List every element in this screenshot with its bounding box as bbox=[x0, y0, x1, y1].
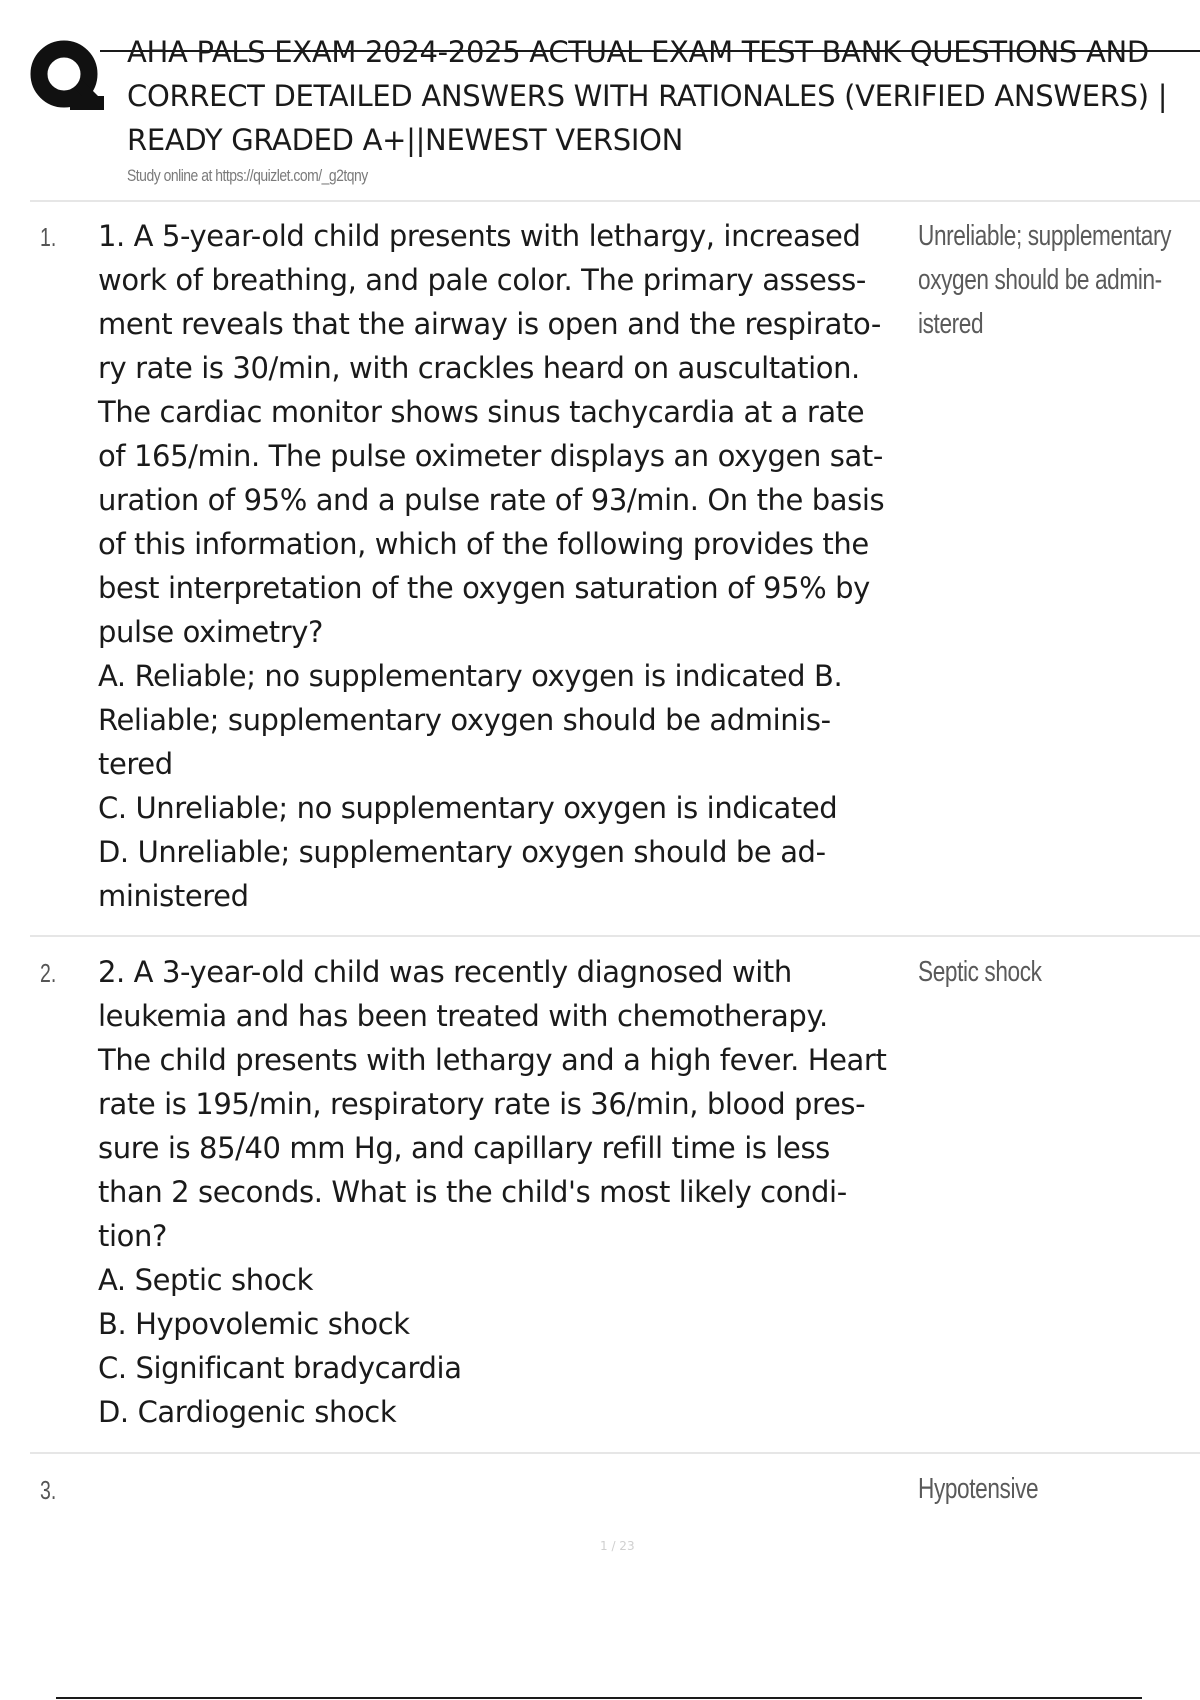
question-line: sure is 85/40 mm Hg, and capillary refill time is less bbox=[98, 1131, 830, 1165]
option-line: A. Septic shock bbox=[98, 1263, 313, 1297]
question-line: than 2 seconds. What is the child's most likely condi- bbox=[98, 1175, 847, 1209]
option-line: tered bbox=[98, 747, 173, 781]
question-line: The cardiac monitor shows sinus tachycardia at a rate bbox=[98, 395, 865, 429]
question-line: uration of 95% and a pulse rate of 93/min. On the basis bbox=[98, 483, 885, 517]
question-line: ment reveals that the airway is open and the respirato- bbox=[98, 307, 881, 341]
question-line: pulse oximetry? bbox=[98, 615, 324, 649]
option-line: ministered bbox=[98, 879, 249, 913]
option-line: D. Cardiogenic shock bbox=[98, 1395, 397, 1429]
answer-text bbox=[918, 214, 1199, 346]
option-line: C. Unreliable; no supplementary oxygen is indicated bbox=[98, 791, 838, 825]
divider bbox=[30, 1452, 1200, 1454]
question-line: ry rate is 30/min, with crackles heard on auscultation. bbox=[98, 351, 860, 385]
question-text bbox=[98, 950, 918, 1434]
option-line: A. Reliable; no supplementary oxygen is indicated B. bbox=[98, 659, 843, 693]
question-line: best interpretation of the oxygen saturation of 95% by bbox=[98, 571, 870, 605]
option-line: B. Hypovolemic shock bbox=[98, 1307, 410, 1341]
question-line: 2. A 3-year-old child was recently diagnosed with bbox=[98, 955, 792, 989]
question-line: tion? bbox=[98, 1219, 167, 1253]
page-indicator: 1 / 23 bbox=[600, 1539, 635, 1553]
answer-text bbox=[918, 1467, 1199, 1511]
question-line: leukemia and has been treated with chemotherapy. bbox=[98, 999, 828, 1033]
card-number: 1. bbox=[40, 222, 57, 252]
title-line: CORRECT DETAILED ANSWERS WITH RATIONALES (VERIFIED ANSWERS) | bbox=[127, 79, 1168, 113]
study-online-link[interactable]: Study online at https://quizlet.com/_g2tqny bbox=[127, 166, 368, 185]
title-line: READY GRADED A+||NEWEST VERSION bbox=[127, 123, 684, 157]
answer-text bbox=[918, 950, 1199, 994]
option-line: Reliable; supplementary oxygen should be adminis- bbox=[98, 703, 831, 737]
question-line: 1. A 5-year-old child presents with lethargy, increased bbox=[98, 219, 861, 253]
question-line: rate is 195/min, respiratory rate is 36/min, blood pres- bbox=[98, 1087, 866, 1121]
card-number: 3. bbox=[40, 1475, 57, 1505]
answer-line: Hypotensive bbox=[918, 1473, 1039, 1505]
answer-line: oxygen should be admin- bbox=[918, 264, 1162, 296]
question-line: work of breathing, and pale color. The primary assess- bbox=[98, 263, 866, 297]
document-title bbox=[127, 30, 1200, 162]
question-text bbox=[98, 214, 918, 918]
bottom-rule bbox=[56, 1697, 1142, 1699]
option-line: D. Unreliable; supplementary oxygen should be ad- bbox=[98, 835, 826, 869]
answer-line: Septic shock bbox=[918, 956, 1042, 988]
divider bbox=[30, 200, 1200, 202]
card-number: 2. bbox=[40, 958, 57, 988]
question-line: of this information, which of the following provides the bbox=[98, 527, 869, 561]
question-line: The child presents with lethargy and a high fever. Heart bbox=[98, 1043, 887, 1077]
title-line: AHA PALS EXAM 2024-2025 ACTUAL EXAM TEST BANK QUESTIONS AND bbox=[127, 35, 1149, 69]
answer-line: istered bbox=[918, 308, 984, 340]
document-header bbox=[0, 0, 1200, 200]
quizlet-logo-icon bbox=[30, 38, 104, 112]
question-line: of 165/min. The pulse oximeter displays an oxygen sat- bbox=[98, 439, 883, 473]
answer-line: Unreliable; supplementary bbox=[918, 220, 1172, 252]
option-line: C. Significant bradycardia bbox=[98, 1351, 462, 1385]
divider bbox=[30, 935, 1200, 937]
